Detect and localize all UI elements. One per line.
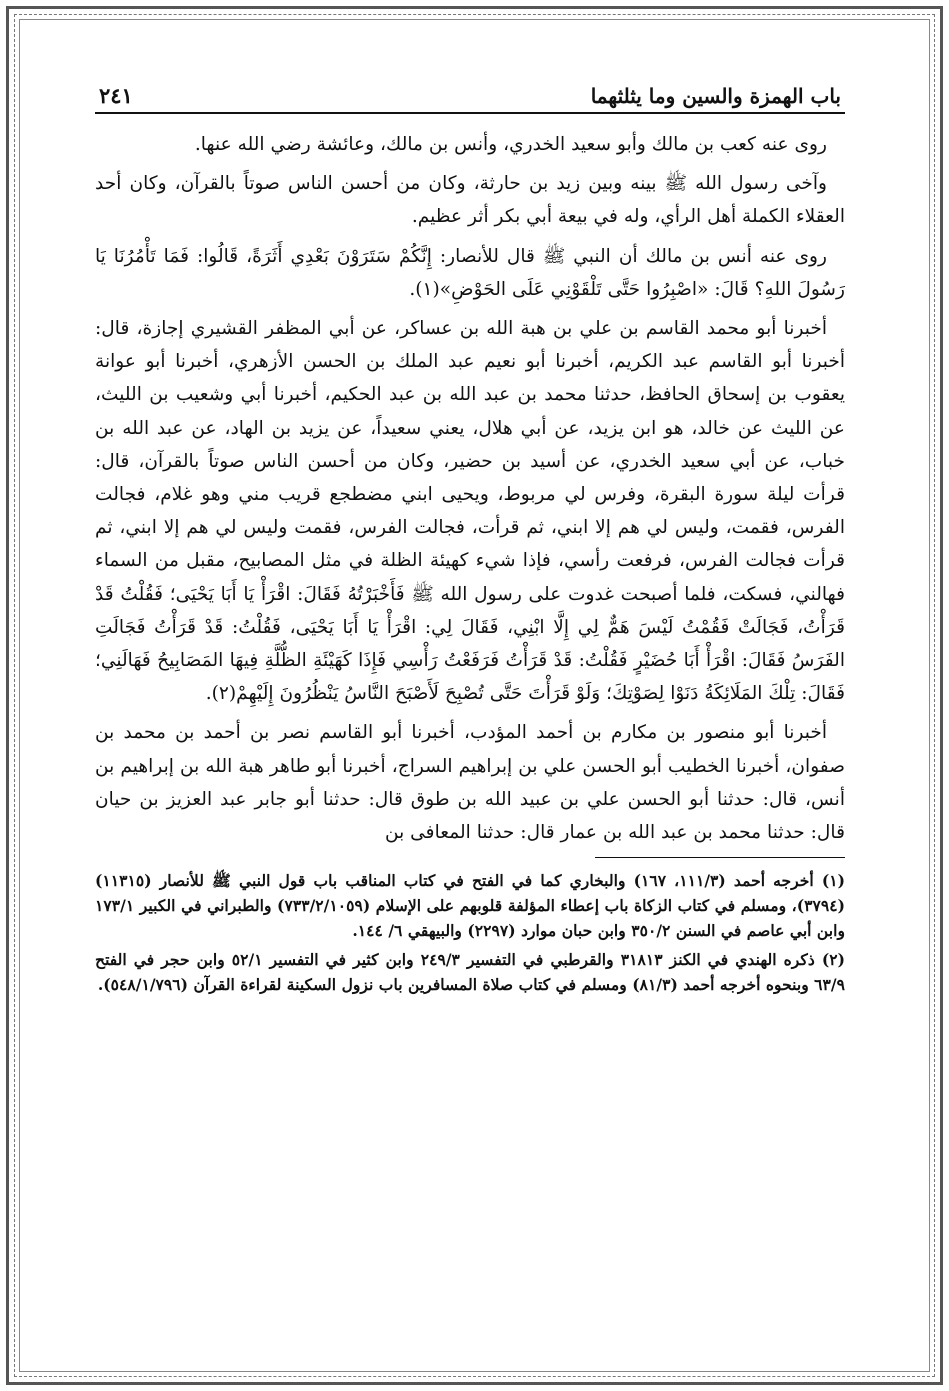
paragraph-brotherhood: وآخى رسول الله ﷺ بينه وبين زيد بن حارثة، وكان من أحسن الناس صوتاً بالقرآن، وكان أحد العقلاء الكملة أهل الرأي، وله في بيعة أبي بكر أثر عظيم.	[95, 173, 845, 228]
paragraph-isnad: أخبرنا أبو منصور بن مكارم بن أحمد المؤدب، أخبرنا أبو القاسم نصر بن أحمد بن محمد بن صفوان، أخبرنا الخطيب أبو الحسن علي بن إبراهيم السراج، أخبرنا أبو طاهر هبة الله بن إبراهيم بن أنس، قال: حدثنا أبو الحسن علي بن عبيد الله بن طوق قال: حدثنا أبو جابر عبد العزيز بن حيان قال: حدثنا محمد بن عبد الله بن عمار قال: حدثنا المعافى بن	[95, 722, 845, 844]
footnote-2: (٢) ذكره الهندي في الكنز ٣١٨١٣ والقرطبي في التفسير ٢٤٩/٣ وابن كثير في التفسير ٥٢/١ وابن حجر في الفتح ٦٣/٩ وبنحوه أخرجه أحمد (٨١/٣) ومسلم في كتاب صلاة المسافرين باب نزول السكينة لقراءة القرآن (٥٤٨/١/٧٩٦).	[95, 950, 845, 995]
page-number: ٢٤١	[99, 83, 133, 108]
paragraph-narrators: روى عنه كعب بن مالك وأبو سعيد الخدري، وأنس بن مالك، وعائشة رضي الله عنها.	[194, 134, 827, 155]
footnote-1: (١) أخرجه أحمد (١١١/٣، ١٦٧) والبخاري كما في الفتح في كتاب المناقب باب قول النبي ﷺ للأنصار (١١٣١٥) (٣٧٩٤)، ومسلم في كتاب الزكاة باب إعطاء المؤلفة قلوبهم على الإسلام (٧٣٣/٢/١٠٥٩) والطبراني في الكبير ١٧٣/١ وابن أبي عاصم في السنن ٣٥٠/٢ وابن حبان موارد (٢٢٩٧) والبيهقي ٦/ ١٤٤.	[95, 871, 845, 941]
footnotes	[95, 868, 845, 997]
running-header	[95, 82, 845, 114]
chapter-title: باب الهمزة والسين وما يثلثهما	[590, 84, 841, 108]
page-content	[95, 82, 845, 1001]
paragraph-hadith-usaid: أخبرنا أبو محمد القاسم بن علي بن هبة الله بن عساكر، عن أبي المظفر القشيري إجازة، قال: أخبرنا أبو القاسم عبد الكريم، أخبرنا أبو نعيم عبد الملك بن الحسن الأزهري، أخبرنا أبو عوانة يعقوب بن إسحاق الحافظ، حدثنا محمد بن عبد الله بن عبد الحكيم، أخبرنا أبي وشعيب بن الليث، عن الليث عن خالد، هو ابن يزيد، عن أبي هلال، يعني سعيداً، عن يزيد بن الهاد، عن عبد الله بن خباب، عن أبي سعيد الخدري، عن أسيد بن حضير، وكان من أحسن الناس صوتاً بالقرآن، قال: قرأت ليلة سورة البقرة، وفرس لي مربوط، ويحيى ابني مضطجع قريب مني وهو غلام، فجالت الفرس، فقمت، وليس لي هم إلا ابني، ثم قرأت، فجالت الفرس، فقمت وليس لي هم إلا ابني، ثم قرأت فجالت الفرس، فرفعت رأسي، فإذا شيء كهيئة الظلة في مثل المصابيح، مقبل من السماء فهالني، فسكت، فلما أصبحت غدوت على رسول الله ﷺ فَأَخْبَرْتُهُ فَقَالَ: اقْرَأْ يَا أَبَا يَحْيَى؛ فَقُلْتُ قَدْ قَرَأْتُ، فَجَالَتْ فَقُمْتُ لَيْسَ هَمٌّ لِي إِلَّا ابْنِي، فَقَالَ لِي: اقْرَأْ يَا أَبَا يَحْيَى، فَقُلْتُ: قَدْ قَرَأْتُ فَجَالَتِ الفَرَسُ فَقَالَ: اقْرَأْ أَبَا حُضَيْرٍ فَقُلْتُ: قَدْ قَرَأْتُ فَرَفَعْتُ رَأْسِي فَإِذَا كَهَيْئَةِ الظُّلَّةِ فِيهَا المَصَابِيحُ فَهَالَنِي؛ فَقَالَ: تِلْكَ المَلَائِكَةُ دَنَوْا لِصَوْتِكَ؛ وَلَوْ قَرَأْتَ حَتَّى تُصْبِحَ لَأَصْبَحَ النَّاسُ يَنْظُرُونَ إِلَيْهِمْ(٢).	[95, 318, 845, 705]
footnote-separator	[595, 857, 845, 858]
paragraph-hadith-ansar: روى عنه أنس بن مالك أن النبي ﷺ قال للأنصار: إِنَّكُمْ سَتَرَوْنَ بَعْدِي أَثَرَةً، قَالُوا: فَمَا تَأْمُرُنَا يَا رَسُولَ اللهِ؟ قَالَ: «اصْبِرُوا حَتَّى تَلْقَوْنِي عَلَى الحَوْضِ»(١).	[95, 245, 845, 300]
main-text	[95, 128, 845, 849]
